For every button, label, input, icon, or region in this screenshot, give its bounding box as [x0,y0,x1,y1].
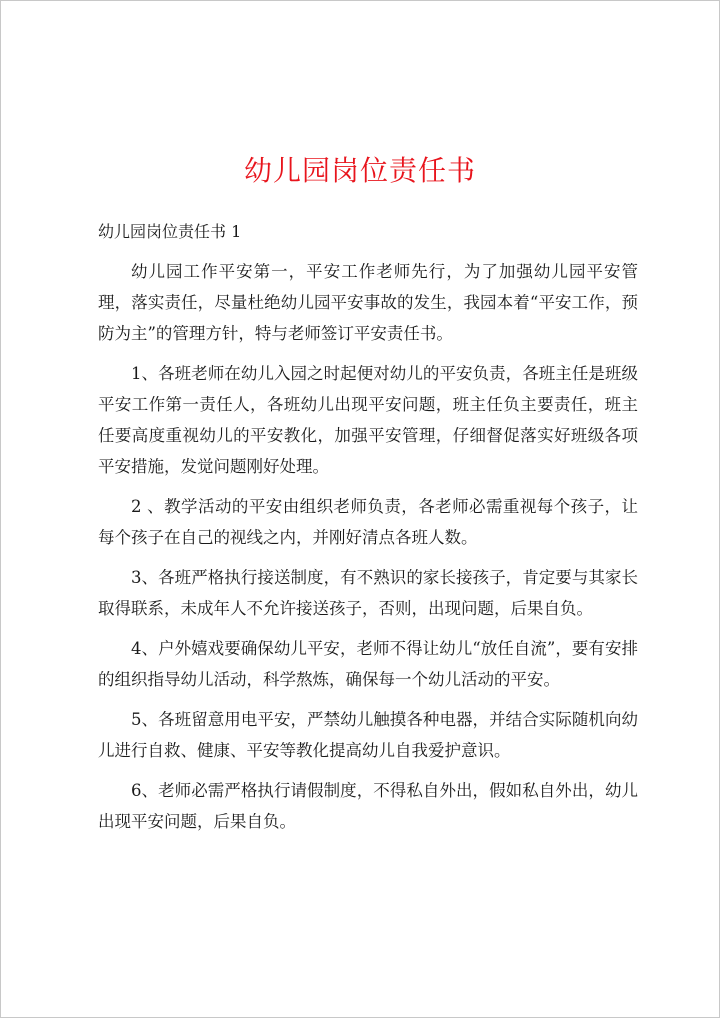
clause-paragraph-5: 5、各班留意用电平安，严禁幼儿触摸各种电器，并结合实际随机向幼儿进行自救、健康、平安等教化提高幼儿自我爱护意识。 [98,710,638,760]
clause-paragraph-2: 2 、教学活动的平安由组织老师负责，各老师必需重视每个孩子，让每个孩子在自己的视线之内，并刚好清点各班人数。 [98,497,638,547]
clause-paragraph-3: 3、各班严格执行接送制度，有不熟识的家长接孩子，肯定要与其家长取得联系，未成年人不允许接送孩子，否则，出现问题，后果自负。 [98,568,638,618]
clause-paragraph-4: 4、户外嬉戏要确保幼儿平安，老师不得让幼儿“放任自流”，要有安排的组织指导幼儿活动，科学熬炼，确保每一个幼儿活动的平安。 [98,639,638,689]
document-subtitle: 幼儿园岗位责任书 1 [98,222,242,241]
document-body [98,256,638,846]
document-title: 幼儿园岗位责任书 [243,154,476,187]
clause-paragraph-1: 1、各班老师在幼儿入园之时起便对幼儿的平安负责，各班主任是班级平安工作第一责任人，各班幼儿出现平安问题，班主任负主要责任，班主任要高度重视幼儿的平安教化，加强平安管理，仔细督促落实好班级各项平安措施，发觉问题刚好处理。 [98,364,638,476]
clause-paragraph-6: 6、老师必需严格执行请假制度，不得私自外出，假如私自外出，幼儿出现平安问题，后果自负。 [98,781,638,831]
intro-paragraph: 幼儿园工作平安第一，平安工作老师先行，为了加强幼儿园平安管理，落实责任，尽量杜绝幼儿园平安事故的发生，我园本着“平安工作，预防为主”的管理方针，特与老师签订平安责任书。 [98,262,638,343]
